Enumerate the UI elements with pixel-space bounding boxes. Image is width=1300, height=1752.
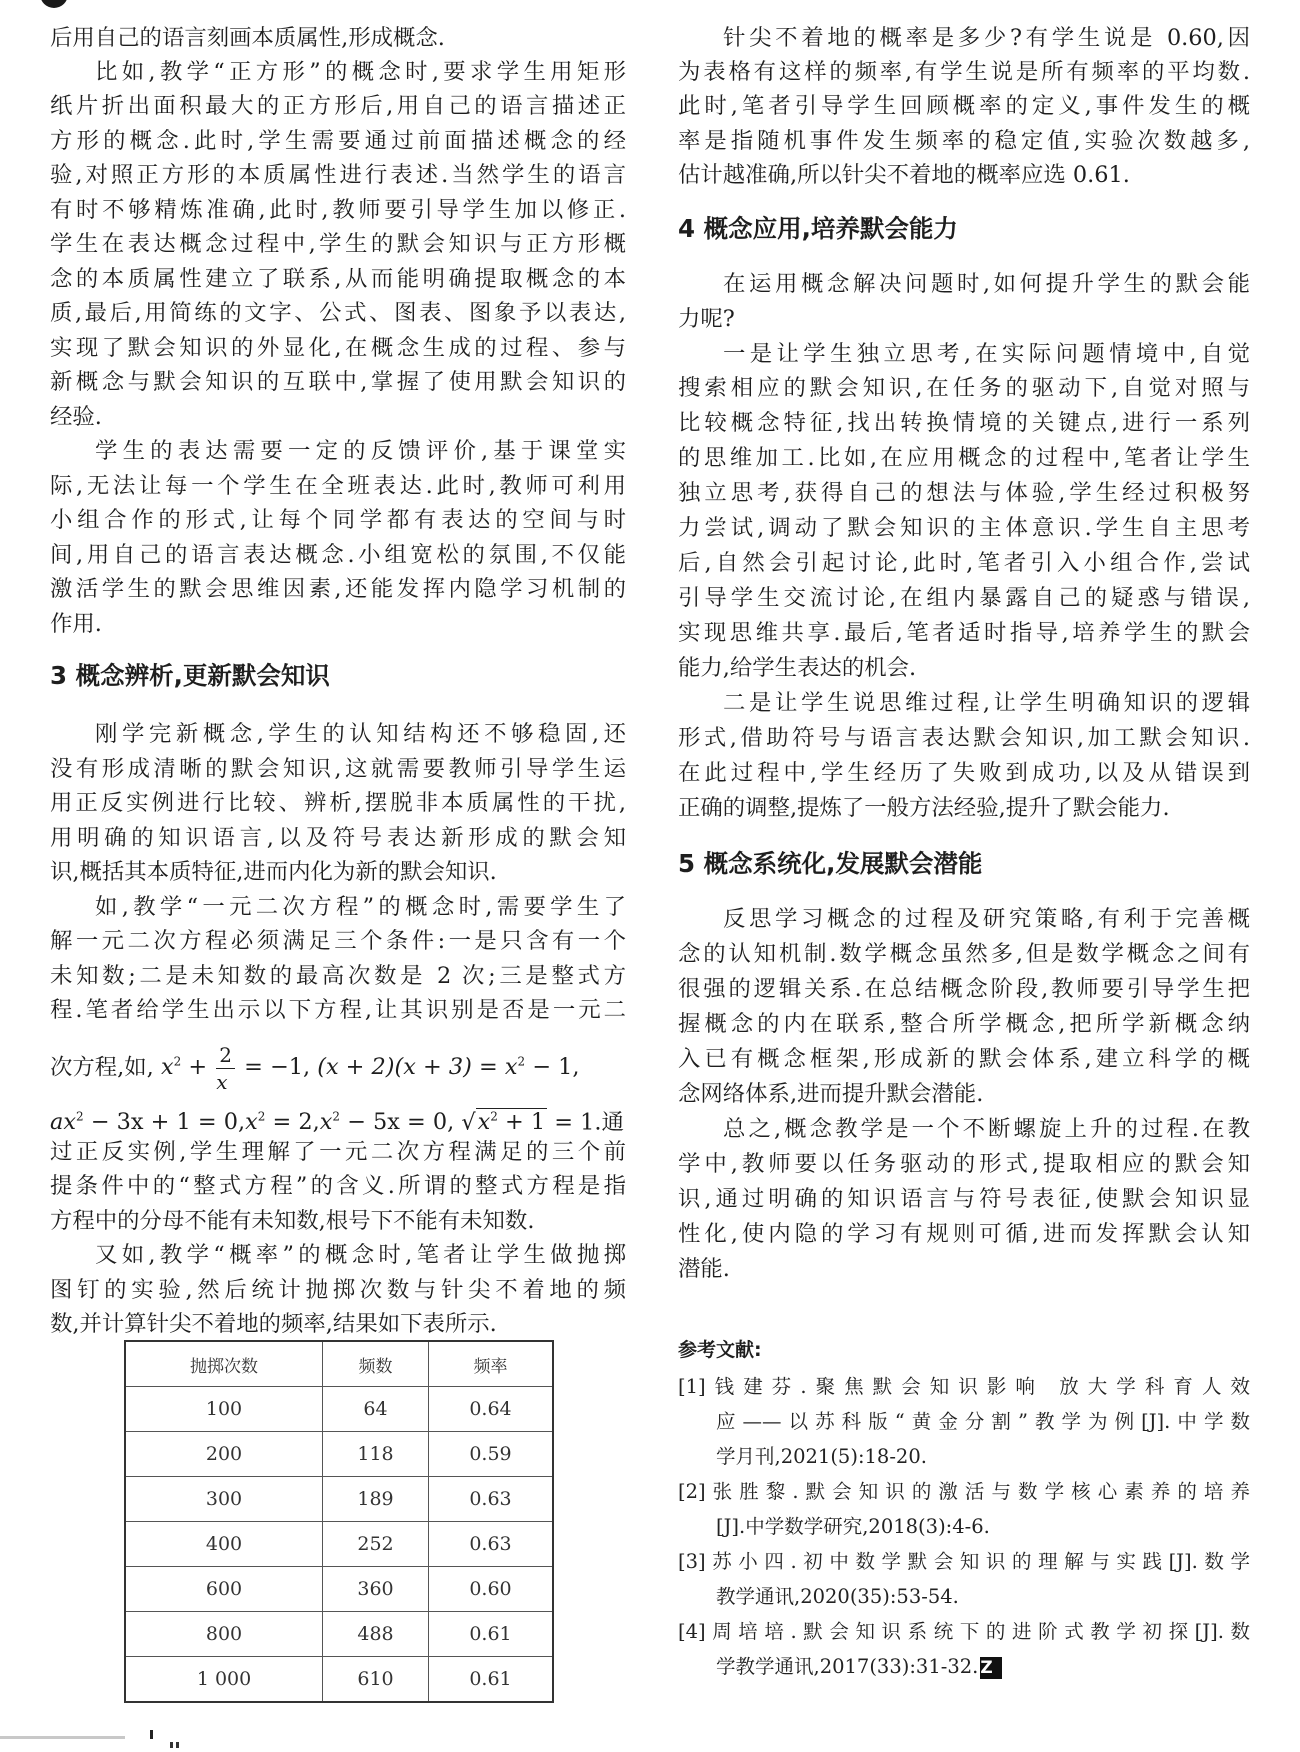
paragraph-line: 未知数;二是未知数的最高次数是 2 次;三是整式方: [50, 963, 626, 989]
reference-2-line: [J].中学数学研究,2018(3):4-6.: [716, 1515, 990, 1538]
paragraph-line: 用明确的知识语言,以及符号表达新形成的默会知: [50, 825, 626, 851]
table-header-cell: 频数: [323, 1341, 429, 1387]
paragraph-line: 又如,教学“概率”的概念时,笔者让学生做抛掷: [95, 1242, 626, 1268]
table-row: [125, 1477, 553, 1522]
paragraph-line: 反思学习概念的过程及研究策略,有利于完善概: [723, 906, 1250, 932]
reference-3-line: [3]苏小四.初中数学默会知识的理解与实践[J].数学: [678, 1550, 1250, 1573]
table-row: [125, 1387, 553, 1432]
table-cell: 100: [125, 1387, 323, 1432]
table-row: [125, 1432, 553, 1477]
table-cell: 1 000: [125, 1657, 323, 1703]
paragraph-line: 为表格有这样的频率,有学生说是所有频率的平均数.: [678, 59, 1250, 85]
paragraph-line: 学生在表达概念过程中,学生的默会知识与正方形概: [50, 231, 626, 257]
paragraph-line: 在运用概念解决问题时,如何提升学生的默会能: [723, 271, 1250, 297]
paragraph-line: 后用自己的语言刻画本质属性,形成概念.: [50, 25, 445, 51]
table-cell: 600: [125, 1567, 323, 1612]
paragraph-line: 学生的表达需要一定的反馈评价,基于课堂实: [95, 438, 626, 464]
formula-tail-text: 通: [601, 1109, 624, 1136]
table-cell: 800: [125, 1612, 323, 1657]
paragraph-line: 二是让学生说思维过程,让学生明确知识的逻辑: [723, 690, 1250, 716]
paragraph-line: 能力,给学生表达的机会.: [678, 655, 917, 681]
paragraph-line: 作用.: [50, 611, 102, 637]
reference-1-line: 学月刊,2021(5):18-20.: [716, 1445, 927, 1468]
table-header-cell: 频率: [428, 1341, 553, 1387]
paragraph-line: 握概念的内在联系,整合所学概念,把所学新概念纳: [678, 1011, 1250, 1037]
footer-tick: [150, 1730, 153, 1739]
paragraph-line: 方程中的分母不能有未知数,根号下不能有未知数.: [50, 1208, 535, 1234]
table-row: [125, 1567, 553, 1612]
reference-4-text: 学教学通讯,2017(33):31-32.: [716, 1655, 979, 1678]
paragraph-line: 力呢?: [678, 306, 735, 332]
reference-4-line: [716, 1650, 1250, 1684]
section-heading-5: 5 概念系统化,发展默会潜能: [678, 849, 983, 878]
paragraph-line: 独立思考,获得自己的想法与体验,学生经过积极努: [678, 480, 1250, 506]
paragraph-line: 激活学生的默会思维因素,还能发挥内隐学习机制的: [50, 576, 626, 602]
table-cell: 0.63: [428, 1522, 553, 1567]
paragraph-line: 质,最后,用简练的文字、公式、图表、图象予以表达,: [50, 300, 626, 326]
reference-4-line: [4]周培培.默会知识系统下的进阶式教学初探[J].数: [678, 1620, 1250, 1643]
paragraph-line: 总之,概念教学是一个不断螺旋上升的过程.在教: [723, 1116, 1250, 1142]
table-cell: 0.60: [428, 1567, 553, 1612]
table-cell: 252: [323, 1522, 429, 1567]
paragraph-line: 很强的逻辑关系.在总结概念阶段,教师要引导学生把: [678, 976, 1250, 1002]
reference-1-line: 应——以苏科版“黄金分割”教学为例[J].中学数: [716, 1410, 1250, 1433]
formula-line-2: [50, 1100, 626, 1134]
paragraph-line: 实现思维共享.最后,笔者适时指导,培养学生的默会: [678, 620, 1250, 646]
paragraph-line: 如,教学“一元二次方程”的概念时,需要学生了: [95, 894, 626, 920]
paragraph-line: 用正反实例进行比较、辨析,摆脱非本质属性的干扰,: [50, 790, 626, 816]
paragraph-line: 念网络体系,进而提升默会潜能.: [678, 1081, 984, 1107]
formula-lead-text: 次方程,如,: [50, 1054, 154, 1081]
paragraph-line: 识,概括其本质特征,进而内化为新的默会知识.: [50, 859, 497, 885]
section-heading-4: 4 概念应用,培养默会能力: [678, 214, 958, 243]
table-cell: 488: [323, 1612, 429, 1657]
table-cell: 610: [323, 1657, 429, 1703]
sqrt-radicand: $x^2 + 1$: [477, 1109, 546, 1136]
paragraph-line: 潜能.: [678, 1256, 730, 1282]
table-cell: 189: [323, 1477, 429, 1522]
page-corner-tab: [40, 0, 68, 8]
paragraph-line: 际,无法让每一个学生在全班表达.此时,教师可利用: [50, 473, 626, 499]
paragraph-line: 后,自然会引起讨论,此时,笔者引入小组合作,尝试: [678, 550, 1250, 576]
paragraph-line: 针尖不着地的概率是多少?有学生说是 0.60,因: [723, 25, 1250, 51]
table-cell: 0.61: [428, 1657, 553, 1703]
paragraph-line: 比较概念特征,找出转换情境的关键点,进行一系列: [678, 410, 1250, 436]
table-cell: 400: [125, 1522, 323, 1567]
end-of-article-mark: Z: [980, 1657, 1002, 1679]
paragraph-line: 有时不够精炼准确,此时,教师要引导学生加以修正.: [50, 197, 626, 223]
paragraph-line: 一是让学生独立思考,在实际问题情境中,自觉: [723, 341, 1250, 367]
paragraph-line: 没有形成清晰的默会知识,这就需要教师引导学生运: [50, 756, 626, 782]
formula-line-1: [50, 1038, 626, 1094]
table-cell: 0.63: [428, 1477, 553, 1522]
paragraph-line: 间,用自己的语言表达概念.小组宽松的氛围,不仅能: [50, 542, 626, 568]
paragraph-line: 验,对照正方形的本质属性进行表述.当然学生的语言: [50, 162, 626, 188]
table-cell: 200: [125, 1432, 323, 1477]
equation-3: $ax^2 - 3x + 1 = 0$,: [50, 1109, 246, 1136]
table-cell: 64: [323, 1387, 429, 1432]
paragraph-line: 刚学完新概念,学生的认知结构还不够稳固,还: [95, 721, 626, 747]
table-row: [125, 1657, 553, 1703]
equation-6: $√x^2 + 1 = 1$.: [461, 1109, 602, 1136]
paragraph-line: 搜索相应的默会知识,在任务的驱动下,自觉对照与: [678, 375, 1250, 401]
table-header-row: [125, 1341, 553, 1387]
table-cell: 300: [125, 1477, 323, 1522]
paragraph-line: 力尝试,调动了默会知识的主体意识.学生自主思考: [678, 515, 1250, 541]
paragraph-line: 过正反实例,学生理解了一元二次方程满足的三个前: [50, 1139, 626, 1165]
paragraph-line: 念的本质属性建立了联系,从而能明确提取概念的本: [50, 266, 626, 292]
footer-mark: [170, 1733, 210, 1739]
table-cell: 360: [323, 1567, 429, 1612]
paragraph-line: 数,并计算针尖不着地的频率,结果如下表所示.: [50, 1311, 497, 1337]
paragraph-line: 比如,教学“正方形”的概念时,要求学生用矩形: [95, 59, 626, 85]
equation-5: $x^2 - 5x = 0$,: [319, 1109, 455, 1136]
paragraph-line: 程.笔者给学生出示以下方程,让其识别是否是一元二: [50, 997, 626, 1023]
equation-1: $x^2$ + $\frac{2}{x}$ = −1,: [160, 1042, 311, 1094]
reference-2-line: [2]张胜黎.默会知识的激活与数学核心素养的培养: [678, 1480, 1250, 1503]
equation-2: $(x + 2)(x + 3) = x^2 - 1$,: [317, 1054, 580, 1081]
table-row: [125, 1522, 553, 1567]
paragraph-line: 此时,笔者引导学生回顾概率的定义,事件发生的概: [678, 93, 1250, 119]
table-cell: 0.64: [428, 1387, 553, 1432]
reference-1-line: [1]钱建芬.聚焦默会知识影响 放大学科育人效: [678, 1375, 1250, 1398]
paragraph-line: 解一元二次方程必须满足三个条件:一是只含有一个: [50, 928, 626, 954]
paragraph-line: 经验.: [50, 404, 102, 430]
paragraph-line: 引导学生交流讨论,在组内暴露自己的疑惑与错误,: [678, 585, 1250, 611]
paragraph-line: 提条件中的“整式方程”的含义.所谓的整式方程是指: [50, 1173, 626, 1199]
paragraph-line: 性化,使内隐的学习有规则可循,进而发挥默会认知: [678, 1221, 1250, 1247]
fraction: $\frac{2}{x}$: [216, 1045, 235, 1092]
table-cell: 118: [323, 1432, 429, 1477]
paragraph-line: 新概念与默会知识的互联中,掌握了使用默会知识的: [50, 369, 626, 395]
references-heading: 参考文献:: [678, 1339, 762, 1361]
paragraph-line: 纸片折出面积最大的正方形后,用自己的语言描述正: [50, 93, 626, 119]
frequency-table: [124, 1340, 554, 1703]
paragraph-line: 识,通过明确的知识语言与符号表征,使默会知识显: [678, 1186, 1250, 1212]
paragraph-line: 在此过程中,学生经历了失败到成功,以及从错误到: [678, 760, 1250, 786]
paragraph-line: 念的认知机制.数学概念虽然多,但是数学概念之间有: [678, 941, 1250, 967]
paragraph-line: 的思维加工.比如,在应用概念的过程中,笔者让学生: [678, 445, 1250, 471]
paragraph-line: 小组合作的形式,让每个同学都有表达的空间与时: [50, 507, 626, 533]
paragraph-line: 实现了默会知识的外显化,在概念生成的过程、参与: [50, 335, 626, 361]
section-heading-3: 3 概念辨析,更新默会知识: [50, 661, 330, 690]
paragraph-line: 形式,借助符号与语言表达默会知识,加工默会知识.: [678, 725, 1250, 751]
table-header-cell: 抛掷次数: [125, 1341, 323, 1387]
table-cell: 0.59: [428, 1432, 553, 1477]
table-cell: 0.61: [428, 1612, 553, 1657]
paragraph-line: 图钉的实验,然后统计抛掷次数与针尖不着地的频: [50, 1277, 626, 1303]
paragraph-line: 率是指随机事件发生频率的稳定值,实验次数越多,: [678, 128, 1250, 154]
paragraph-line: 学中,教师要以任务驱动的形式,提取相应的默会知: [678, 1151, 1250, 1177]
paragraph-line: 正确的调整,提炼了一般方法经验,提升了默会能力.: [678, 795, 1170, 821]
equation-4: $x^2 = 2$,: [245, 1109, 320, 1136]
paragraph-line: 方形的概念.此时,学生需要通过前面描述概念的经: [50, 128, 626, 154]
paragraph-line: 估计越准确,所以针尖不着地的概率应选 0.61.: [678, 162, 1130, 188]
paragraph-line: 入已有概念框架,形成新的默会体系,建立科学的概: [678, 1046, 1250, 1072]
reference-3-line: 教学通讯,2020(35):53-54.: [716, 1585, 959, 1608]
table-row: [125, 1612, 553, 1657]
